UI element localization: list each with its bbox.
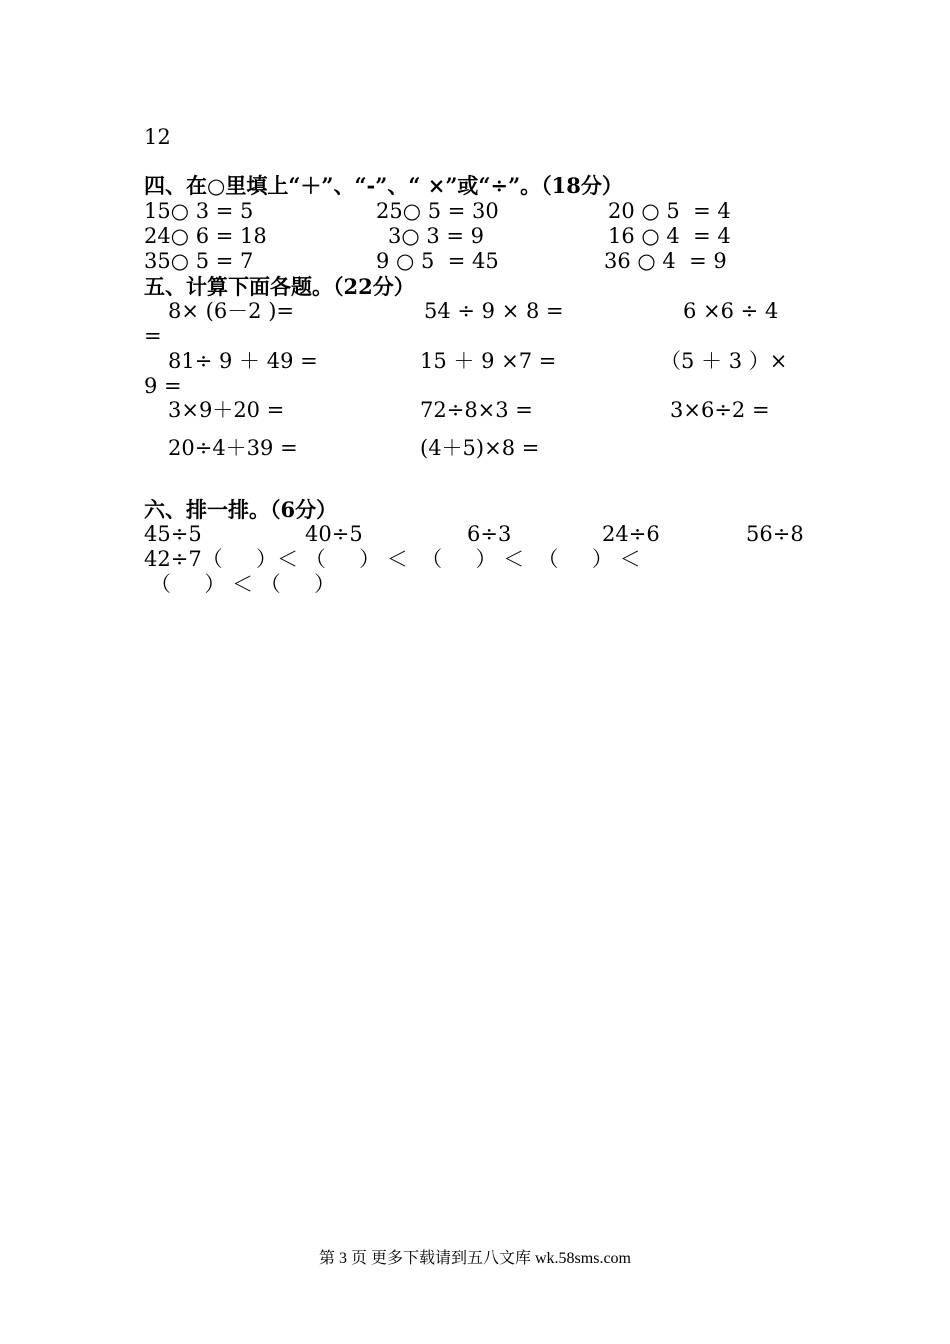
s5-r1-c1: 8× (6－2 )= — [168, 299, 295, 323]
s6-item-2: 40÷5 — [305, 522, 363, 546]
s4-r2-c3: 16 ○ 4 = 4 — [608, 224, 731, 248]
s4-r2-c2: 3○ 3 = 9 — [388, 224, 485, 248]
s5-r1-c2: 54 ÷ 9 × 8 = — [424, 299, 564, 323]
s4-r1-c2: 25○ 5 = 30 — [376, 199, 499, 223]
s5-r1-wrap: = — [144, 324, 162, 348]
s6-item-3: 6÷3 — [467, 522, 512, 546]
s5-r4-c2: (4＋5)×8 = — [420, 436, 540, 460]
top-number: 12 — [144, 125, 171, 149]
s5-r1-c3: 6 ×6 ÷ 4 — [683, 299, 779, 323]
section4-heading: 四、在○里填上“＋”、“-”、“ ×”或“÷”。（18分） — [144, 173, 623, 198]
s4-r3-c3: 36 ○ 4 = 9 — [604, 249, 727, 273]
section6-heading: 六、排一排。（6分） — [144, 497, 338, 522]
s4-r2-c1: 24○ 6 = 18 — [144, 224, 267, 248]
s6-item-1: 45÷5 — [144, 522, 202, 546]
s6-line2: 42÷7（ ）＜ （ ） ＜ （ ） ＜ （ ） ＜ — [144, 547, 641, 571]
s4-r1-c3: 20 ○ 5 = 4 — [608, 199, 731, 223]
s6-line3: （ ） ＜ （ ） — [150, 572, 336, 596]
s4-r1-c1: 15○ 3 = 5 — [144, 199, 254, 223]
s5-r3-c2: 72÷8×3 = — [420, 398, 533, 422]
s4-r3-c2: 9 ○ 5 = 45 — [376, 249, 499, 273]
page-footer: 第 3 页 更多下载请到五八文库 wk.58sms.com — [318, 1250, 631, 1267]
s4-r3-c1: 35○ 5 = 7 — [144, 249, 254, 273]
s6-item-5: 56÷8 — [746, 522, 804, 546]
section5-heading: 五、计算下面各题。（22分） — [144, 274, 415, 299]
s5-r3-c1: 3×9＋20 = — [168, 398, 285, 422]
s5-r3-c3: 3×6÷2 = — [670, 398, 770, 422]
s6-item-4: 24÷6 — [602, 522, 660, 546]
s5-r2-wrap: 9 = — [144, 374, 182, 398]
s5-r2-c1: 81÷ 9 ＋ 49 = — [168, 349, 318, 373]
s5-r4-c1: 20÷4＋39 = — [168, 436, 298, 460]
s5-r2-c3: （5 ＋ 3 ）× — [660, 349, 788, 373]
s5-r2-c2: 15 ＋ 9 ×7 = — [420, 349, 557, 373]
